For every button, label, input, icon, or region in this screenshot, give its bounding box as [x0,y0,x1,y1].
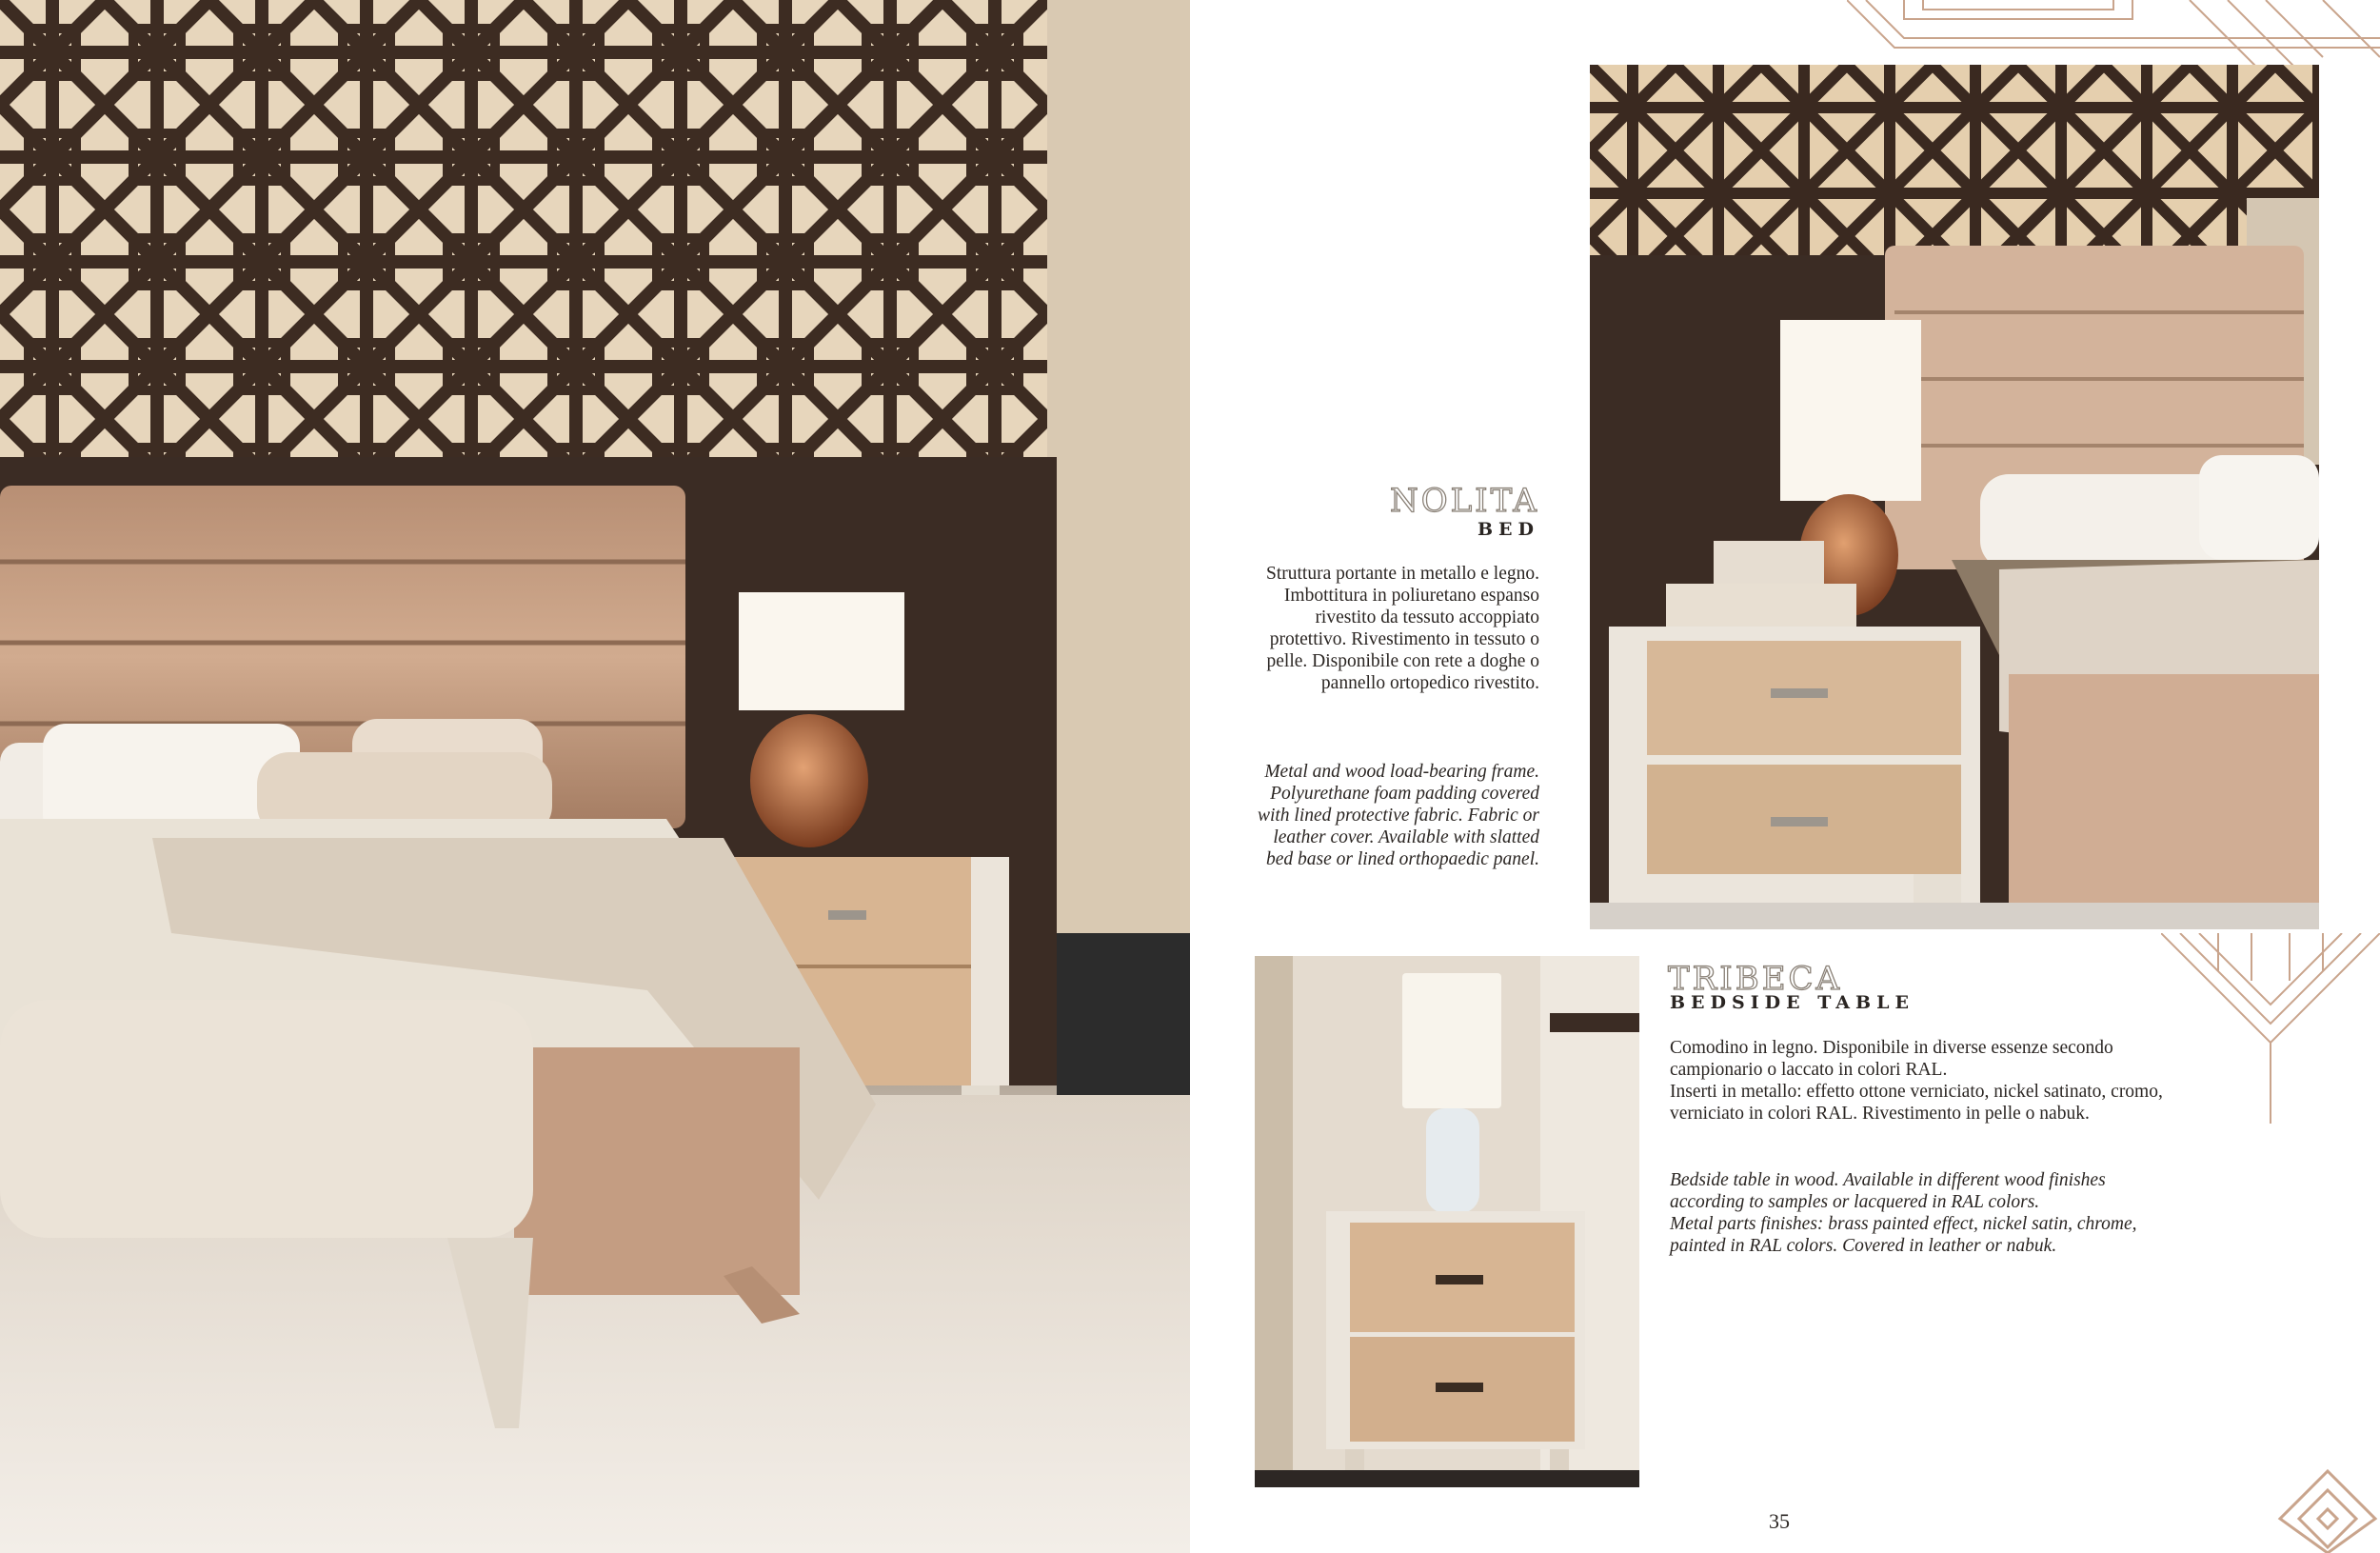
nolita-product-type: BED [1477,519,1539,540]
tribeca-description-italian-line-2: Inserti in metallo: effetto ottone verniciato, nickel satinato, cromo, verniciato in colori RAL. Rivestimento in pelle o nabuk. [1670,1082,2163,1124]
tribeca-product-name: TRIBECA [1668,960,1843,998]
page-number: 35 [1769,1509,1790,1533]
deco-lines-middle [2161,933,2380,1124]
tribeca-description-italian [1670,1037,2165,1125]
tribeca-product-type: BEDSIDE TABLE [1670,992,1914,1013]
tribeca-description-english [1670,1169,2165,1257]
nolita-description-italian: Struttura portante in metallo e legno. Imbottitura in poliuretano espanso rivestito da tessuto accoppiato protettivo. Rivestimento in tessuto o pelle. Disponibile con rete a doghe o pannello ortopedico rivestito. [1265,564,1539,693]
nolita-description-english: Metal and wood load-bearing frame. Polyurethane foam padding covered with lined protective fabric. Fabric or leather cover. Available with slatted bed base or lined orthopaedic panel. [1257,762,1539,869]
tribeca-bedside-table-photo [1255,956,1639,1487]
nolita-scene-illustration [1590,65,2319,929]
tribeca-scene-illustration [1255,956,1639,1487]
tribeca-description-english-line-2: Metal parts finishes: brass painted effect, nickel satin, chrome, painted in RAL colors. Covered in leather or nabuk. [1670,1214,2137,1256]
nolita-bed-photo [1590,65,2319,929]
tribeca-description-italian-line-1: Comodino in legno. Disponibile in diverse essenze secondo campionario o laccato in colori RAL. [1670,1038,2113,1080]
tribeca-description-english-line-1: Bedside table in wood. Available in different wood finishes according to samples or lacquered in RAL colors. [1670,1170,2106,1212]
deco-lines-bottom [2275,1466,2380,1553]
nolita-product-name: NOLITA [1389,482,1539,520]
